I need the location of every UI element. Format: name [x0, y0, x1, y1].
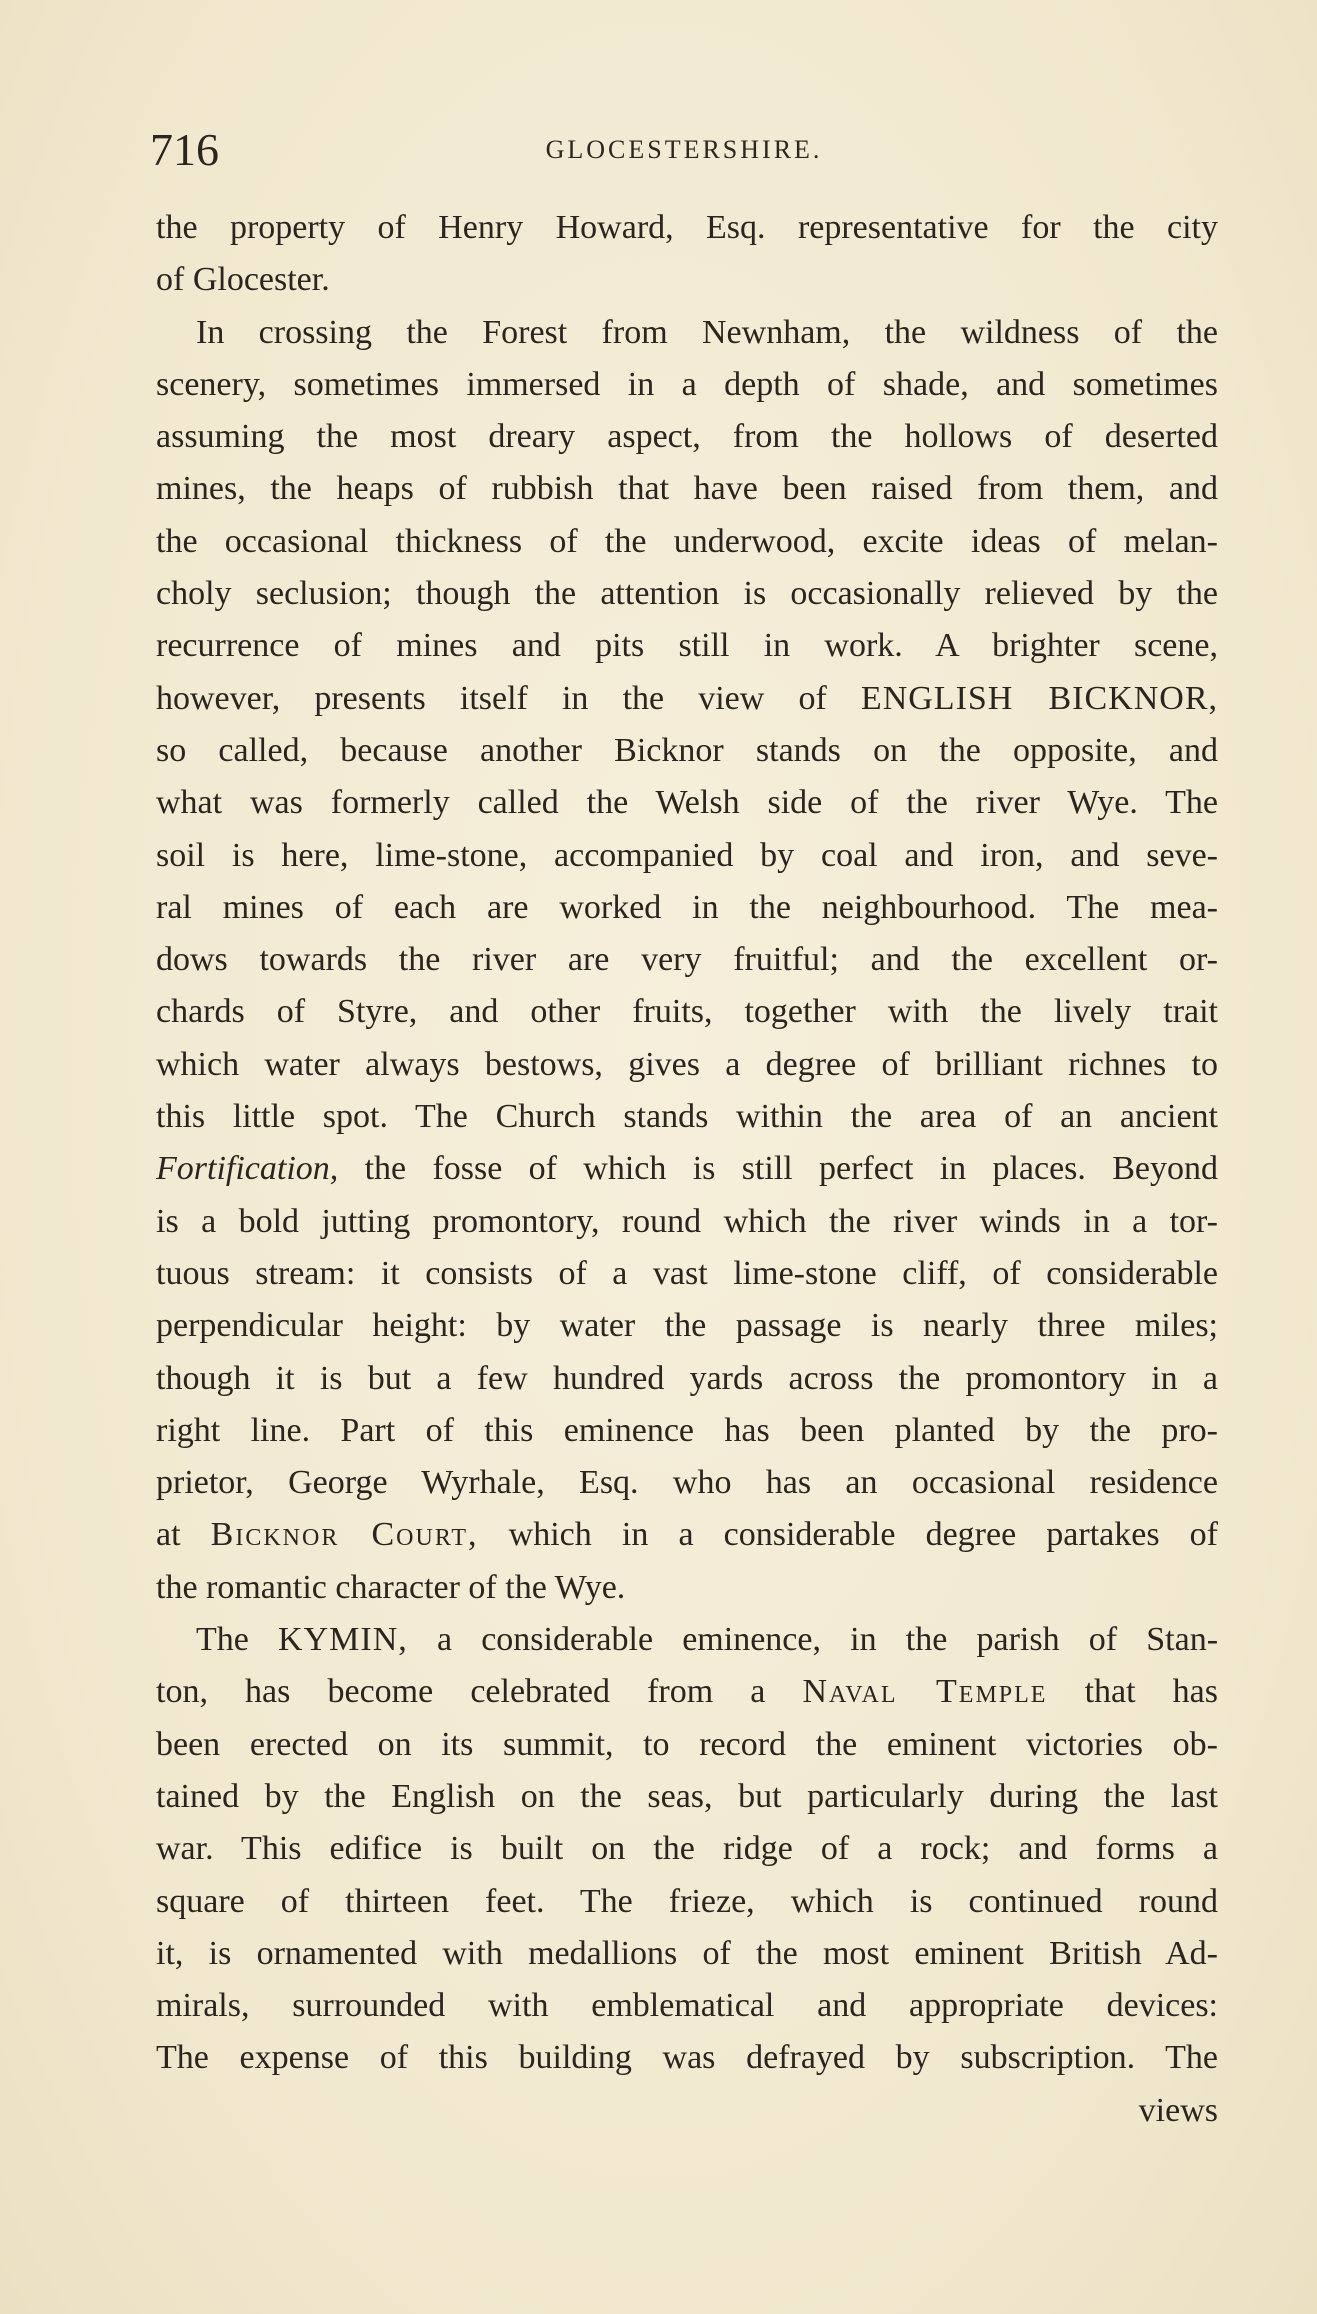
text-line: the property of Henry Howard, Esq. representative for the city: [156, 209, 1218, 246]
text-line: though it is but a few hundred yards across the promontory in a: [156, 1359, 1218, 1397]
text-line: square of thirteen feet. The frieze, which is continued round: [156, 1882, 1218, 1920]
place-name-english-bicknor: ENGLISH BICKNOR,: [860, 679, 1218, 717]
page-number: 716: [150, 124, 219, 175]
text-line: ral mines of each are worked in the neighbourhood. The mea-: [156, 888, 1218, 926]
text-line: right line. Part of this eminence has been planted by the pro-: [156, 1411, 1218, 1449]
naval-temple-name: Naval Temple: [802, 1673, 1048, 1711]
italic-fortification: Fortification,: [156, 1150, 339, 1188]
text-line: scenery, sometimes immersed in a depth of shade, and sometimes: [156, 365, 1218, 403]
text-line: chards of Styre, and other fruits, together with the lively trait: [156, 993, 1218, 1031]
text-line: tained by the English on the seas, but particularly during the last: [156, 1777, 1218, 1815]
text-line: war. This edifice is built on the ridge of a rock; and forms a: [156, 1830, 1218, 1868]
paragraph-start-line: In crossing the Forest from Newnham, the wildness of the: [196, 313, 1218, 351]
text-line: assuming the most dreary aspect, from the hollows of deserted: [156, 418, 1218, 456]
running-head: GLOCESTERSHIRE.: [545, 135, 823, 164]
text-fragment: however, presents itself in the view of: [156, 679, 827, 717]
text-line: this little spot. The Church stands within the area of an ancient: [156, 1098, 1218, 1136]
text-fragment: The: [196, 1621, 249, 1659]
text-fragment: the fosse of which is still perfect in places. Beyond: [364, 1150, 1218, 1188]
catchword: views: [1138, 2091, 1218, 2129]
text-line: dows towards the river are very fruitful; and the excellent or-: [156, 941, 1218, 979]
text-line: the romantic character of the Wye.: [156, 1568, 626, 1606]
text-line: it, is ornamented with medallions of the most eminent British Ad-: [156, 1934, 1218, 1972]
text-line: soil is here, lime-stone, accompanied by coal and iron, and seve-: [156, 836, 1218, 874]
text-line: tuous stream: it consists of a vast lime-stone cliff, of considerable: [156, 1254, 1218, 1292]
text-line: been erected on its summit, to record the eminent victories ob-: [156, 1725, 1218, 1763]
text-line: what was formerly called the Welsh side of the river Wye. The: [156, 784, 1218, 822]
text-line: is a bold jutting promontory, round which the river winds in a tor-: [156, 1202, 1218, 1240]
text-line: perpendicular height: by water the passage is nearly three miles;: [156, 1307, 1218, 1345]
body-text: [156, 202, 1218, 2137]
text-line: recurrence of mines and pits still in work. A brighter scene,: [156, 627, 1218, 665]
text-line: of Glocester.: [156, 261, 330, 299]
text-fragment: which in a considerable degree partakes of: [508, 1516, 1218, 1554]
text-fragment: at: [156, 1516, 181, 1554]
text-line: choly seclusion; though the attention is occasionally relieved by the: [156, 575, 1218, 613]
text-line: [156, 1143, 1218, 1195]
text-line: which water always bestows, gives a degree of brilliant richnes to: [156, 1045, 1218, 1083]
place-name-bicknor-court: Bicknor Court,: [210, 1516, 479, 1554]
text-fragment: a considerable eminence, in the parish of Stan-: [436, 1621, 1218, 1659]
page-header: [150, 120, 1218, 180]
text-line: The expense of this building was defrayed by subscription. The: [156, 2039, 1218, 2077]
text-line: prietor, George Wyrhale, Esq. who has an occasional residence: [156, 1464, 1218, 1502]
text-line: [156, 673, 1218, 725]
text-line: [156, 1666, 1218, 1718]
text-line: so called, because another Bicknor stands on the opposite, and: [156, 731, 1218, 769]
text-line: mirals, surrounded with emblematical and appropriate devices:: [156, 1987, 1218, 2025]
text-fragment: ton, has become celebrated from a: [156, 1673, 766, 1711]
paragraph-start-line: [156, 1614, 1218, 1666]
text-line: [156, 1509, 1218, 1561]
text-line: mines, the heaps of rubbish that have been raised from them, and: [156, 470, 1218, 508]
place-name-kymin: KYMIN,: [278, 1621, 408, 1659]
text-fragment: that has: [1084, 1673, 1218, 1711]
text-line: the occasional thickness of the underwood, excite ideas of melan-: [156, 522, 1218, 560]
